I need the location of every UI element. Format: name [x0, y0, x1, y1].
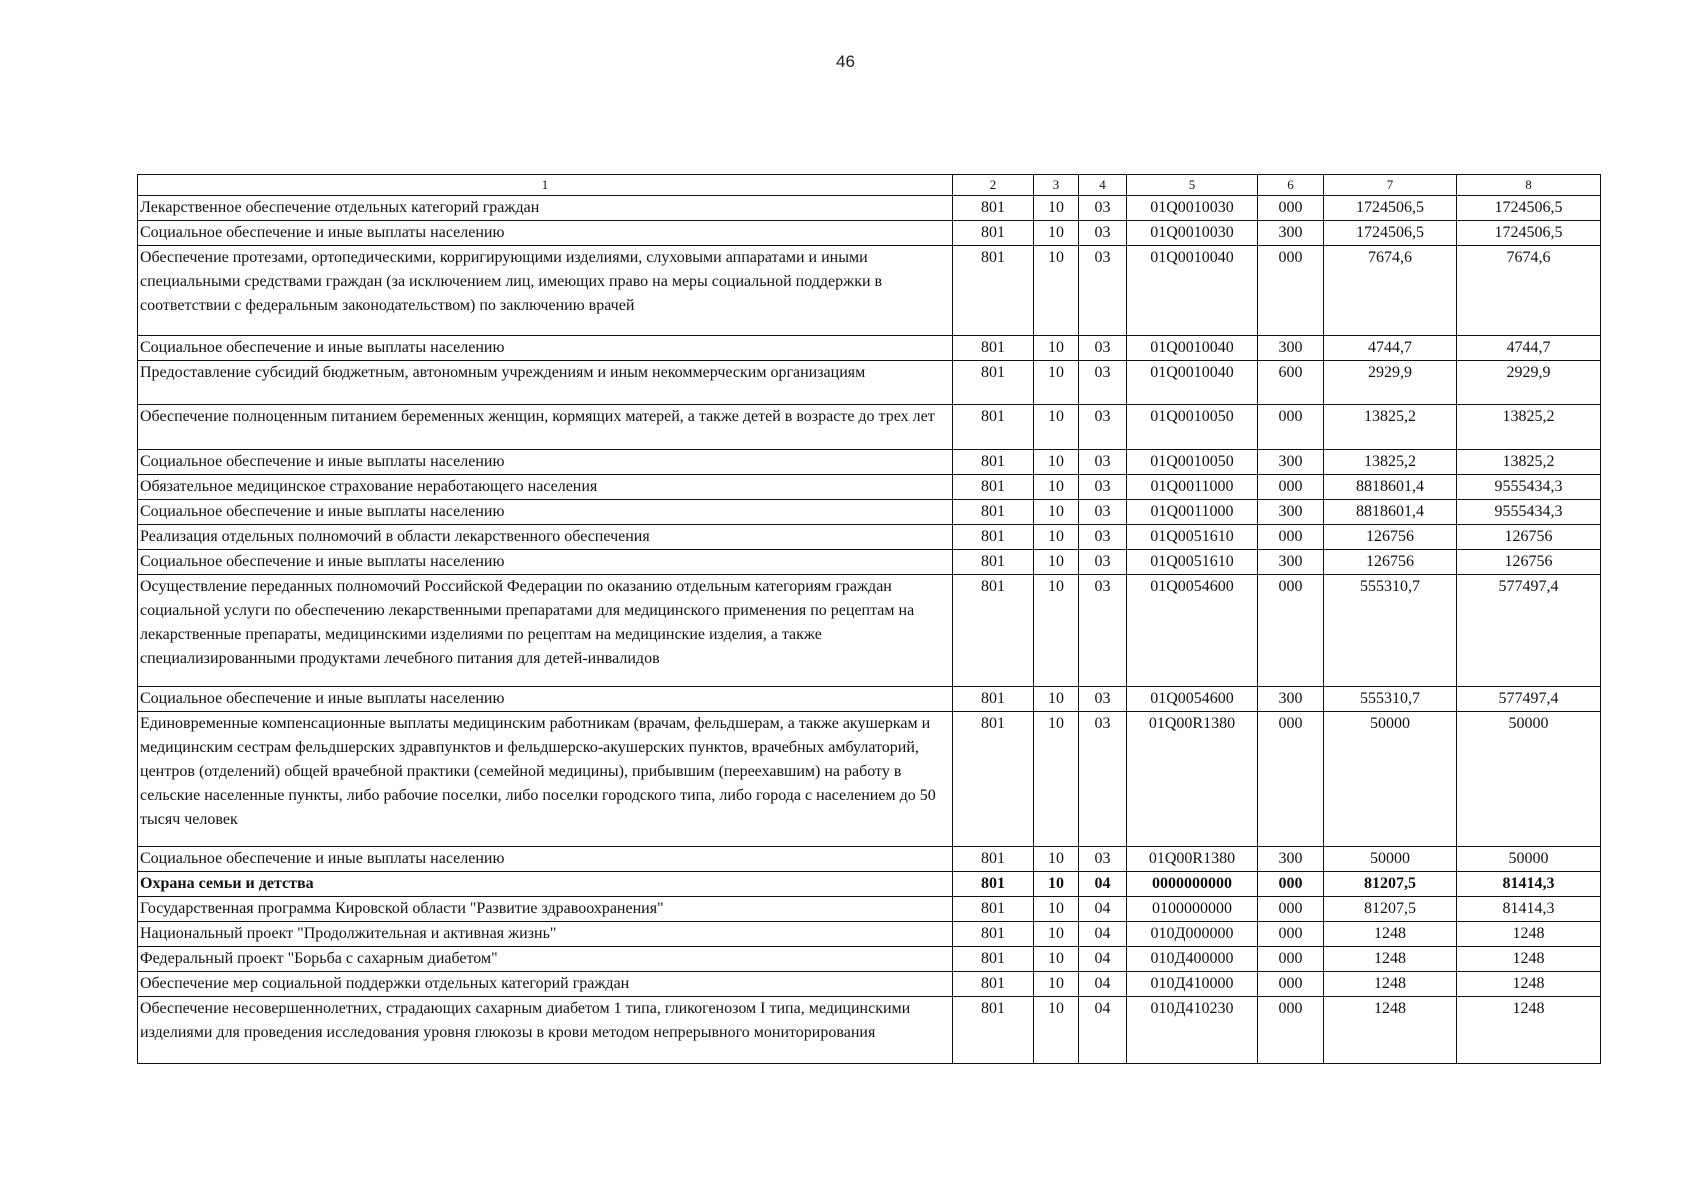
table-row — [138, 500, 1601, 525]
row-value-col-8: 50000 — [1457, 846, 1601, 871]
table-row — [138, 712, 1601, 846]
table-row — [138, 996, 1601, 1063]
row-description: Социальное обеспечение и иные выплаты населению — [138, 335, 953, 360]
row-value-col-6: 000 — [1258, 575, 1324, 687]
table-row — [138, 575, 1601, 687]
row-value-col-4: 04 — [1079, 896, 1127, 921]
table-row — [138, 687, 1601, 712]
row-value-col-6: 000 — [1258, 871, 1324, 896]
row-value-col-8: 2929,9 — [1457, 360, 1601, 405]
row-value-col-6: 000 — [1258, 196, 1324, 221]
row-value-col-5: 010Д410000 — [1127, 971, 1258, 996]
row-value-col-6: 300 — [1258, 687, 1324, 712]
row-value-col-4: 04 — [1079, 971, 1127, 996]
row-value-col-3: 10 — [1034, 550, 1079, 575]
row-description: Обязательное медицинское страхование неработающего населения — [138, 475, 953, 500]
column-header-4: 4 — [1079, 175, 1127, 196]
column-header-1: 1 — [138, 175, 953, 196]
row-value-col-7: 50000 — [1324, 846, 1457, 871]
row-value-col-5: 01Q0051610 — [1127, 525, 1258, 550]
row-value-col-4: 03 — [1079, 687, 1127, 712]
row-value-col-7: 7674,6 — [1324, 246, 1457, 336]
row-value-col-5: 01Q0010040 — [1127, 360, 1258, 405]
row-value-col-3: 10 — [1034, 946, 1079, 971]
row-value-col-2: 801 — [953, 475, 1034, 500]
row-value-col-7: 1248 — [1324, 971, 1457, 996]
column-header-2: 2 — [953, 175, 1034, 196]
row-value-col-8: 9555434,3 — [1457, 475, 1601, 500]
row-value-col-3: 10 — [1034, 712, 1079, 846]
row-value-col-6: 300 — [1258, 221, 1324, 246]
row-value-col-2: 801 — [953, 335, 1034, 360]
row-value-col-4: 03 — [1079, 246, 1127, 336]
row-value-col-2: 801 — [953, 525, 1034, 550]
row-value-col-5: 010Д000000 — [1127, 921, 1258, 946]
table-row — [138, 921, 1601, 946]
row-value-col-7: 2929,9 — [1324, 360, 1457, 405]
table-row — [138, 246, 1601, 336]
row-value-col-7: 8818601,4 — [1324, 500, 1457, 525]
row-value-col-4: 03 — [1079, 575, 1127, 687]
row-value-col-8: 1248 — [1457, 946, 1601, 971]
row-value-col-5: 0000000000 — [1127, 871, 1258, 896]
row-value-col-4: 04 — [1079, 871, 1127, 896]
row-value-col-7: 13825,2 — [1324, 405, 1457, 450]
row-value-col-2: 801 — [953, 971, 1034, 996]
row-value-col-8: 577497,4 — [1457, 687, 1601, 712]
row-description: Осуществление переданных полномочий Российской Федерации по оказанию отдельным категориям граждан социальной услуги по обеспечению лекарственными препаратами для медицинского применения по рецептам на лекарственные препараты, медицинскими изделиями по рецептам на медицинские изделия, а также специализированными продуктами лечебного питания для детей-инвалидов — [138, 575, 953, 687]
budget-table — [137, 174, 1601, 1064]
row-value-col-3: 10 — [1034, 871, 1079, 896]
row-value-col-4: 03 — [1079, 360, 1127, 405]
row-value-col-5: 01Q0010040 — [1127, 246, 1258, 336]
row-value-col-8: 1724506,5 — [1457, 221, 1601, 246]
row-value-col-3: 10 — [1034, 500, 1079, 525]
row-description: Социальное обеспечение и иные выплаты населению — [138, 550, 953, 575]
row-value-col-6: 000 — [1258, 996, 1324, 1063]
row-value-col-3: 10 — [1034, 475, 1079, 500]
row-value-col-7: 8818601,4 — [1324, 475, 1457, 500]
row-value-col-7: 1248 — [1324, 996, 1457, 1063]
row-value-col-2: 801 — [953, 221, 1034, 246]
row-value-col-7: 50000 — [1324, 712, 1457, 846]
column-header-3: 3 — [1034, 175, 1079, 196]
row-value-col-7: 126756 — [1324, 550, 1457, 575]
row-value-col-4: 03 — [1079, 846, 1127, 871]
row-value-col-5: 01Q0054600 — [1127, 687, 1258, 712]
row-description: Реализация отдельных полномочий в области лекарственного обеспечения — [138, 525, 953, 550]
table-row — [138, 360, 1601, 405]
row-value-col-2: 801 — [953, 946, 1034, 971]
row-value-col-4: 04 — [1079, 921, 1127, 946]
row-value-col-3: 10 — [1034, 525, 1079, 550]
row-value-col-6: 300 — [1258, 335, 1324, 360]
row-value-col-2: 801 — [953, 246, 1034, 336]
row-value-col-8: 1248 — [1457, 996, 1601, 1063]
row-description: Социальное обеспечение и иные выплаты населению — [138, 687, 953, 712]
row-value-col-8: 1248 — [1457, 971, 1601, 996]
table-row — [138, 196, 1601, 221]
row-value-col-6: 300 — [1258, 846, 1324, 871]
row-value-col-5: 01Q00R1380 — [1127, 712, 1258, 846]
row-value-col-6: 000 — [1258, 946, 1324, 971]
row-value-col-7: 555310,7 — [1324, 575, 1457, 687]
row-description: Национальный проект "Продолжительная и активная жизнь" — [138, 921, 953, 946]
row-value-col-5: 01Q0051610 — [1127, 550, 1258, 575]
row-value-col-6: 000 — [1258, 246, 1324, 336]
row-description: Охрана семьи и детства — [138, 871, 953, 896]
row-value-col-5: 010Д410230 — [1127, 996, 1258, 1063]
row-value-col-2: 801 — [953, 196, 1034, 221]
row-value-col-8: 1724506,5 — [1457, 196, 1601, 221]
row-value-col-8: 50000 — [1457, 712, 1601, 846]
table-header-row — [138, 175, 1601, 196]
row-value-col-2: 801 — [953, 575, 1034, 687]
row-value-col-6: 300 — [1258, 500, 1324, 525]
row-value-col-2: 801 — [953, 360, 1034, 405]
row-value-col-8: 7674,6 — [1457, 246, 1601, 336]
row-value-col-8: 4744,7 — [1457, 335, 1601, 360]
row-value-col-5: 01Q0054600 — [1127, 575, 1258, 687]
row-value-col-5: 010Д400000 — [1127, 946, 1258, 971]
row-value-col-2: 801 — [953, 500, 1034, 525]
table-row — [138, 450, 1601, 475]
row-value-col-7: 555310,7 — [1324, 687, 1457, 712]
row-value-col-4: 03 — [1079, 550, 1127, 575]
column-header-5: 5 — [1127, 175, 1258, 196]
row-value-col-6: 300 — [1258, 550, 1324, 575]
row-value-col-3: 10 — [1034, 921, 1079, 946]
row-value-col-6: 000 — [1258, 525, 1324, 550]
row-value-col-3: 10 — [1034, 335, 1079, 360]
row-value-col-5: 01Q0010040 — [1127, 335, 1258, 360]
table-row — [138, 871, 1601, 896]
row-value-col-6: 000 — [1258, 712, 1324, 846]
row-value-col-7: 1248 — [1324, 946, 1457, 971]
row-value-col-8: 1248 — [1457, 921, 1601, 946]
column-header-8: 8 — [1457, 175, 1601, 196]
row-value-col-8: 577497,4 — [1457, 575, 1601, 687]
row-value-col-6: 300 — [1258, 450, 1324, 475]
column-header-7: 7 — [1324, 175, 1457, 196]
row-value-col-6: 000 — [1258, 405, 1324, 450]
row-value-col-4: 03 — [1079, 712, 1127, 846]
table-row — [138, 405, 1601, 450]
row-value-col-3: 10 — [1034, 971, 1079, 996]
row-value-col-7: 13825,2 — [1324, 450, 1457, 475]
table-row — [138, 335, 1601, 360]
row-value-col-3: 10 — [1034, 221, 1079, 246]
row-value-col-7: 4744,7 — [1324, 335, 1457, 360]
row-value-col-8: 9555434,3 — [1457, 500, 1601, 525]
row-value-col-8: 126756 — [1457, 550, 1601, 575]
table-row — [138, 946, 1601, 971]
table-row — [138, 221, 1601, 246]
row-value-col-7: 126756 — [1324, 525, 1457, 550]
row-value-col-5: 0100000000 — [1127, 896, 1258, 921]
table-row — [138, 550, 1601, 575]
row-description: Обеспечение полноценным питанием беременных женщин, кормящих матерей, а также детей в возрасте до трех лет — [138, 405, 953, 450]
row-description: Единовременные компенсационные выплаты медицинским работникам (врачам, фельдшерам, а также акушеркам и медицинским сестрам фельдшерских здравпунктов и фельдшерско-акушерских пунктов, врачебных амбулаторий, центров (отделений) общей врачебной практики (семейной медицины), прибывшим (переехавшим) на работу в сельские населенные пункты, либо рабочие поселки, либо поселки городского типа, либо города с населением до 50 тысяч человек — [138, 712, 953, 846]
row-description: Обеспечение протезами, ортопедическими, корригирующими изделиями, слуховыми аппаратами и иными специальными средствами граждан (за исключением лиц, имеющих право на меры социальной поддержки в соответствии с федеральным законодательством) по заключению врачей — [138, 246, 953, 336]
row-value-col-8: 13825,2 — [1457, 405, 1601, 450]
row-value-col-2: 801 — [953, 405, 1034, 450]
row-value-col-3: 10 — [1034, 196, 1079, 221]
row-description: Федеральный проект "Борьба с сахарным диабетом" — [138, 946, 953, 971]
column-header-6: 6 — [1258, 175, 1324, 196]
row-value-col-8: 13825,2 — [1457, 450, 1601, 475]
row-value-col-8: 81414,3 — [1457, 896, 1601, 921]
row-value-col-3: 10 — [1034, 360, 1079, 405]
row-value-col-5: 01Q0011000 — [1127, 500, 1258, 525]
row-value-col-4: 03 — [1079, 335, 1127, 360]
row-value-col-7: 1724506,5 — [1324, 196, 1457, 221]
row-value-col-2: 801 — [953, 921, 1034, 946]
row-value-col-2: 801 — [953, 846, 1034, 871]
row-value-col-2: 801 — [953, 896, 1034, 921]
table-row — [138, 475, 1601, 500]
row-value-col-7: 1248 — [1324, 921, 1457, 946]
row-value-col-3: 10 — [1034, 246, 1079, 336]
row-value-col-2: 801 — [953, 712, 1034, 846]
row-description: Лекарственное обеспечение отдельных категорий граждан — [138, 196, 953, 221]
row-value-col-7: 1724506,5 — [1324, 221, 1457, 246]
row-value-col-5: 01Q00R1380 — [1127, 846, 1258, 871]
row-value-col-2: 801 — [953, 871, 1034, 896]
row-value-col-4: 03 — [1079, 405, 1127, 450]
row-value-col-3: 10 — [1034, 405, 1079, 450]
row-description: Предоставление субсидий бюджетным, автономным учреждениям и иным некоммерческим организациям — [138, 360, 953, 405]
row-value-col-5: 01Q0010030 — [1127, 221, 1258, 246]
table-row — [138, 525, 1601, 550]
row-value-col-3: 10 — [1034, 687, 1079, 712]
row-description: Обеспечение мер социальной поддержки отдельных категорий граждан — [138, 971, 953, 996]
row-value-col-4: 03 — [1079, 196, 1127, 221]
row-value-col-5: 01Q0011000 — [1127, 475, 1258, 500]
row-value-col-6: 000 — [1258, 921, 1324, 946]
row-value-col-7: 81207,5 — [1324, 896, 1457, 921]
row-value-col-8: 81414,3 — [1457, 871, 1601, 896]
row-value-col-4: 03 — [1079, 221, 1127, 246]
row-value-col-6: 600 — [1258, 360, 1324, 405]
row-description: Социальное обеспечение и иные выплаты населению — [138, 500, 953, 525]
row-value-col-2: 801 — [953, 687, 1034, 712]
row-value-col-6: 000 — [1258, 971, 1324, 996]
table-row — [138, 971, 1601, 996]
row-value-col-3: 10 — [1034, 846, 1079, 871]
row-description: Социальное обеспечение и иные выплаты населению — [138, 221, 953, 246]
row-value-col-8: 126756 — [1457, 525, 1601, 550]
row-value-col-2: 801 — [953, 450, 1034, 475]
row-value-col-6: 000 — [1258, 475, 1324, 500]
row-value-col-2: 801 — [953, 550, 1034, 575]
row-description: Государственная программа Кировской области "Развитие здравоохранения" — [138, 896, 953, 921]
row-value-col-3: 10 — [1034, 996, 1079, 1063]
row-value-col-5: 01Q0010050 — [1127, 450, 1258, 475]
row-value-col-2: 801 — [953, 996, 1034, 1063]
row-description: Социальное обеспечение и иные выплаты населению — [138, 846, 953, 871]
row-value-col-5: 01Q0010030 — [1127, 196, 1258, 221]
row-value-col-4: 03 — [1079, 475, 1127, 500]
row-value-col-3: 10 — [1034, 575, 1079, 687]
row-value-col-4: 03 — [1079, 450, 1127, 475]
row-value-col-6: 000 — [1258, 896, 1324, 921]
row-value-col-4: 03 — [1079, 525, 1127, 550]
page-number: 46 — [836, 52, 855, 71]
row-value-col-4: 04 — [1079, 946, 1127, 971]
row-value-col-4: 03 — [1079, 500, 1127, 525]
row-value-col-7: 81207,5 — [1324, 871, 1457, 896]
table-row — [138, 846, 1601, 871]
table-row — [138, 896, 1601, 921]
row-description: Социальное обеспечение и иные выплаты населению — [138, 450, 953, 475]
row-value-col-4: 04 — [1079, 996, 1127, 1063]
row-value-col-3: 10 — [1034, 450, 1079, 475]
row-description: Обеспечение несовершеннолетних, страдающих сахарным диабетом 1 типа, гликогенозом I типа, медицинскими изделиями для проведения исследования уровня глюкозы в крови методом непрерывного мониторирования — [138, 996, 953, 1063]
row-value-col-3: 10 — [1034, 896, 1079, 921]
row-value-col-5: 01Q0010050 — [1127, 405, 1258, 450]
